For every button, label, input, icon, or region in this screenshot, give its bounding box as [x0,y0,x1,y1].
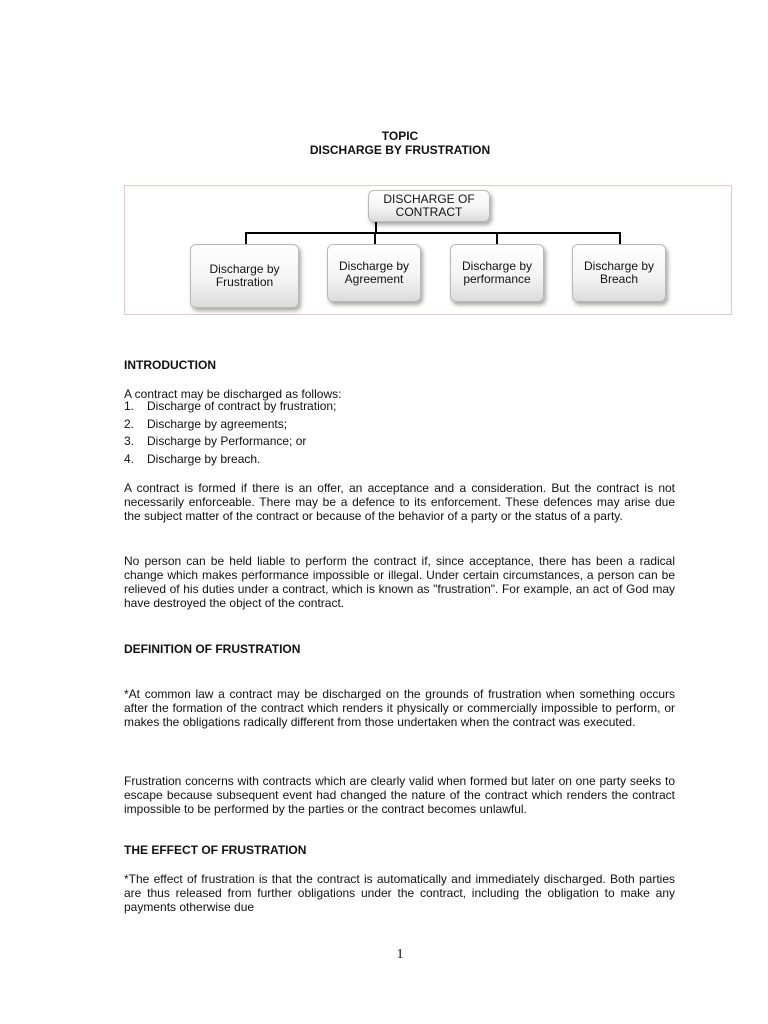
diagram-horizontal-bar [245,232,621,234]
introduction-paragraph-1: A contract is formed if there is an offer, an acceptance and a consideration. But the contract is not necessarily enforceable. There may be a defence to its enforcement. These defences may arise due the subject matter of the contract or because of the behavior of a party or the status of a party. [124,481,675,523]
diagram-stem-agreement [374,232,376,244]
introduction-lead: A contract may be discharged as follows: [124,387,342,401]
definition-heading: DEFINITION OF FRUSTRATION [124,642,301,656]
diagram-node-breach: Discharge by Breach [572,244,666,302]
definition-paragraph-1: *At common law a contract may be discharged on the grounds of frustration when something occurs after the formation of the contract which renders it physically or commercially impossible to perform, or makes the obligations radically different from those undertaken when the contract was executed. [124,687,675,729]
introduction-heading: INTRODUCTION [124,358,216,372]
diagram-stem-performance [496,232,498,244]
list-item: 2. Discharge by agreements; [124,416,288,431]
topic-label: TOPIC [381,129,419,143]
effect-paragraph-1: *The effect of frustration is that the contract is automatically and immediately discharged. Both parties are thus released from further obligations under the contract, including the obligation to make any payments otherwise due [124,872,675,914]
discharge-list [124,398,336,468]
page-number: 1 [396,947,404,962]
list-item: 1. Discharge of contract by frustration; [124,399,337,413]
discharge-diagram [124,185,732,315]
diagram-node-performance: Discharge by performance [450,244,544,302]
diagram-stem-frustration [245,232,247,244]
diagram-node-frustration: Discharge by Frustration [190,244,299,308]
diagram-stem-breach [619,232,621,244]
definition-paragraph-2: Frustration concerns with contracts which are clearly valid when formed but later on one party seeks to escape because subsequent event had changed the nature of the contract which renders the contract impossible to be performed by the parties or the contract becomes unlawful. [124,774,675,816]
effect-heading: THE EFFECT OF FRUSTRATION [124,843,307,857]
diagram-root-node: DISCHARGE OF CONTRACT [368,190,490,222]
introduction-paragraph-2: No person can be held liable to perform the contract if, since acceptance, there has been a radical change which makes performance impossible or illegal. Under certain circumstances, a person can be relieved of his duties under a contract, which is known as "frustration". For example, an act of God may have destroyed the object of the contract. [124,554,675,610]
list-item: 4. Discharge by breach. [124,451,261,466]
list-item: 3. Discharge by Performance; or [124,434,307,448]
page-title: DISCHARGE BY FRUSTRATION [309,143,491,157]
diagram-node-agreement: Discharge by Agreement [327,244,421,302]
